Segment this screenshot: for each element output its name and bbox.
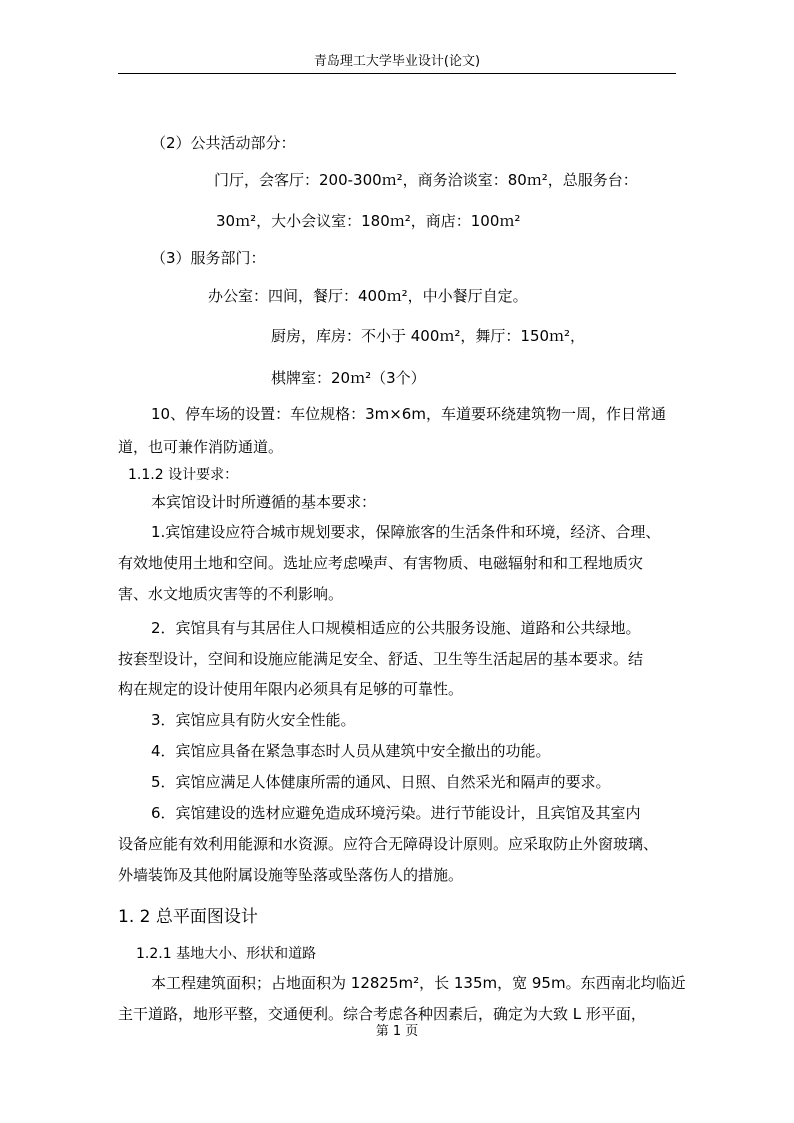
paragraph: 厨房，库房：不小于 400ｍ²，舞厅：150ｍ²， (271, 327, 586, 345)
paragraph: 1.宾馆建设应符合城市规划要求，保障旅客的生活条件和环境，经济、合理、 (151, 523, 661, 541)
paragraph: 道，也可兼作消防通道。 (118, 438, 284, 456)
paragraph: 棋牌室：20ｍ²（3个） (271, 369, 426, 387)
page-number: 第 1 页 (375, 1024, 419, 1039)
paragraph: 门厅，会客厅：200-300ｍ²，商务洽谈室：80ｍ²，总服务台： (214, 171, 638, 189)
paragraph: 主干道路，地形平整，交通便利。综合考虑各种因素后，确定为大致 L 形平面， (118, 1005, 646, 1023)
paragraph: 6．宾馆建设的选材应避免造成环境污染。进行节能设计，且宾馆及其室内 (151, 804, 641, 822)
paragraph: 30ｍ²，大小会议室：180ｍ²，商店：100ｍ² (216, 212, 521, 230)
paragraph: 设备应能有效利用能源和水资源。应符合无障碍设计原则。应采取防止外窗玻璃、 (118, 835, 659, 853)
subsection-heading: 1.2.1 基地大小、形状和道路 (136, 946, 317, 962)
header-rule (118, 73, 676, 74)
paragraph: 5．宾馆应满足人体健康所需的通风、日照、自然采光和隔声的要求。 (151, 773, 611, 791)
paragraph: 构在规定的设计使用年限内必须具有足够的可靠性。 (118, 680, 464, 698)
paragraph: （2）公共活动部分： (151, 134, 296, 152)
paragraph: 4．宾馆应具备在紧急事态时人员从建筑中安全撤出的功能。 (151, 742, 551, 760)
paragraph: 10、停车场的设置：车位规格：3m×6m，车道要环绕建筑物一周，作日常通 (151, 405, 666, 423)
paragraph: 按套型设计，空间和设施应能满足安全、舒适、卫生等生活起居的基本要求。结 (118, 650, 644, 668)
paragraph: 有效地使用土地和空间。选址应考虑噪声、有害物质、电磁辐射和和工程地质灾 (118, 554, 644, 572)
paragraph: 外墙装饰及其他附属设施等坠落或坠落伤人的措施。 (118, 866, 464, 884)
paragraph: 本工程建筑面积；占地面积为 12825m²，长 135m，宽 95m。东西南北均临近 (151, 974, 686, 992)
paragraph: 办公室：四间，餐厅：400ｍ²，中小餐厅自定。 (208, 287, 528, 305)
paragraph: 2．宾馆具有与其居住人口规模相适应的公共服务设施、道路和公共绿地。 (151, 619, 641, 637)
paragraph: 3．宾馆应具有防火安全性能。 (151, 711, 356, 729)
paragraph: （3）服务部门： (151, 249, 266, 267)
section-heading: 1. 2 总平面图设计 (118, 907, 258, 927)
subsection-heading: 1.1.2 设计要求： (128, 467, 239, 483)
page-header: 青岛理工大学毕业设计(论文) (313, 54, 481, 69)
paragraph: 害、水文地质灾害等的不利影响。 (118, 585, 344, 603)
paragraph: 本宾馆设计时所遵循的基本要求： (151, 493, 377, 511)
